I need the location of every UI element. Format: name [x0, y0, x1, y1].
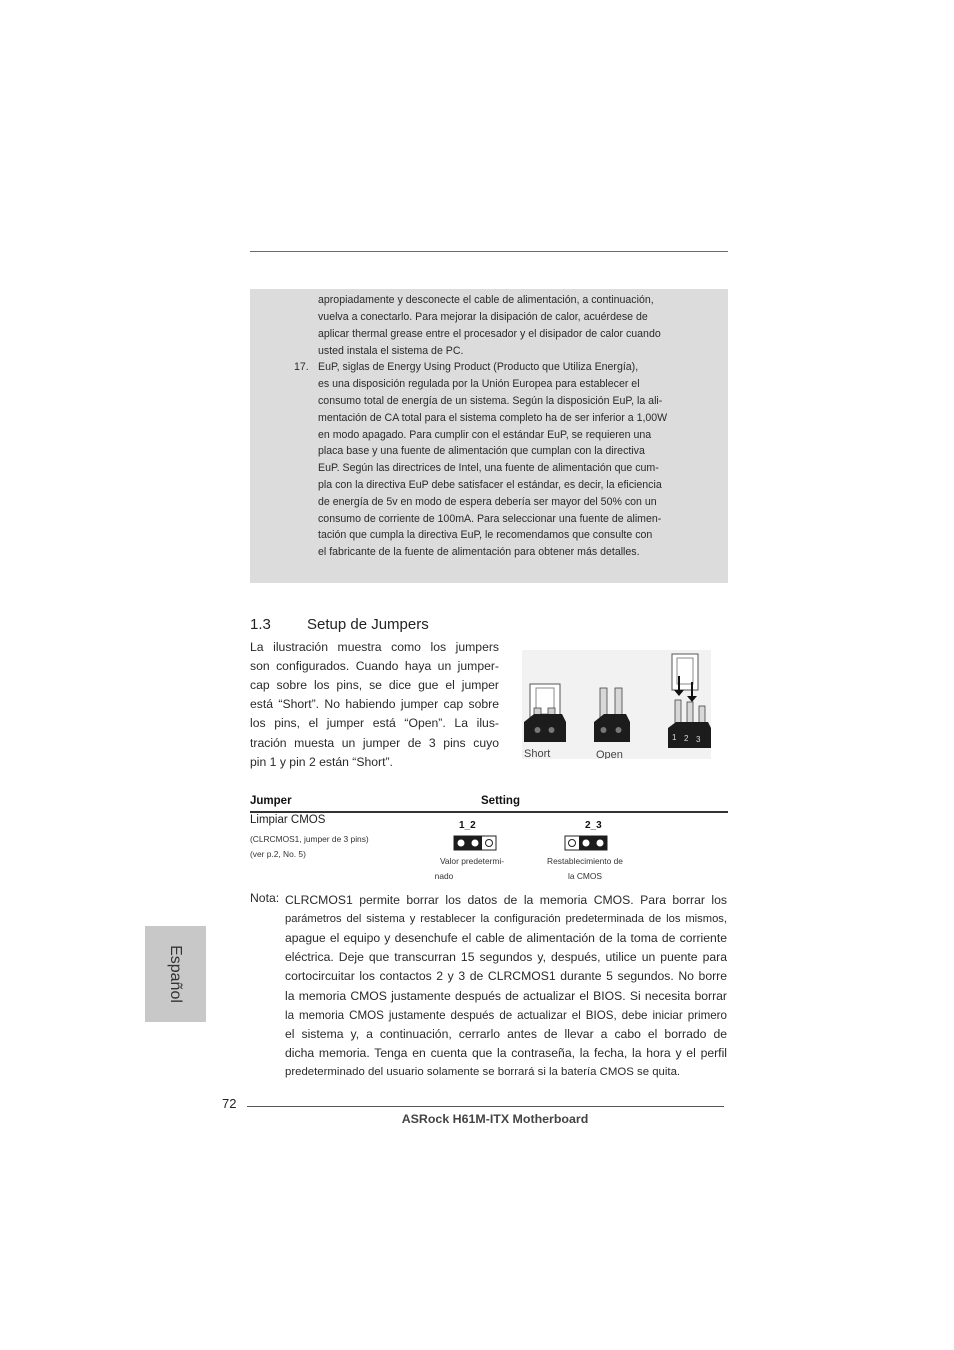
nota-line: eléctrica. Deje que transcurran 15 segundos y, después, utilice un puente para	[285, 950, 727, 964]
pin-3-label: 3	[696, 735, 701, 744]
note-line: mentación de CA total para el sistema completo ha de ser inferior a 1,00W	[318, 412, 668, 424]
setting-1-2-caption-cont: nado	[434, 871, 454, 881]
note-line: tación que cumpla la directiva EuP, le recomendamos que consulte con	[318, 529, 653, 541]
nota-label: Nota:	[250, 891, 280, 905]
body-line: los pins, el jumper está “Open”. La ilus-	[250, 716, 499, 730]
nota-line: cortocircuitar los contactos 2 y 3 de CLRCMOS1 durante 5 segundos. No borre	[285, 969, 727, 983]
language-side-tab	[145, 926, 206, 1022]
header-rule	[250, 251, 728, 252]
open-label: Open	[596, 749, 623, 759]
note-line: EuP, siglas de Energy Using Product (Producto que Utiliza Energía),	[318, 361, 639, 373]
nota-line: dicha memoria. Tenga en cuenta que la contraseña, la fecha, la hora y el perfil	[285, 1046, 727, 1060]
row-jumper-reference: (ver p.2, No. 5)	[250, 849, 306, 859]
body-line: La ilustración muestra como los jumpers	[250, 640, 499, 654]
setting-1-2-caption: Valor predetermi-	[439, 856, 505, 866]
note-line: vuelva a conectarlo. Para mejorar la disipación de calor, acuérdese de	[318, 311, 648, 323]
short-label: Short	[524, 748, 551, 759]
nota-line: parámetros del sistema y restablecer la configuración predeterminada de los mismos,	[285, 913, 727, 925]
note-line: usted instala el sistema de PC.	[318, 345, 464, 357]
column-header-setting: Setting	[481, 795, 520, 807]
setting-2-3-label: 2_3	[585, 820, 602, 831]
notes-box	[250, 289, 728, 583]
note-line: en modo apagado. Para cumplir con el estándar EuP, se requieren una	[318, 429, 652, 441]
nota-line: apague el equipo y desenchufe el cable de alimentación de la toma de corriente	[285, 931, 727, 945]
body-line: son configurados. Cuando haya un jumper-	[250, 659, 499, 673]
pin-1-label: 1	[672, 733, 677, 742]
short-jumper-figure	[524, 684, 566, 742]
jumper-illustration	[522, 650, 711, 759]
body-line: está “Short”. No habiendo jumper cap sobre	[250, 697, 499, 711]
note-line: apropiadamente y desconecte el cable de alimentación, a continuación,	[318, 294, 654, 306]
page-number: 72	[222, 1096, 237, 1111]
row-jumper-name: Limpiar CMOS	[250, 814, 326, 826]
jumper-2-3-diagram	[564, 835, 608, 851]
table-rule	[250, 811, 728, 813]
setting-2-3-caption: Restablecimiento de	[547, 856, 623, 866]
setting-2-3-caption-cont: la CMOS	[568, 871, 602, 881]
note-line: pla con la directiva EuP debe satisfacer el estándar, es decir, la eficiencia	[318, 479, 662, 491]
row-jumper-detail: (CLRCMOS1, jumper de 3 pins)	[250, 834, 369, 844]
footer-rule	[247, 1106, 724, 1107]
footer-product-name: ASRock H61M-ITX Motherboard	[401, 1112, 589, 1126]
pin-2-label: 2	[684, 734, 689, 743]
nota-line: CLRCMOS1 permite borrar los datos de la memoria CMOS. Para borrar los	[285, 893, 727, 907]
note-line: consumo de corriente de 100mA. Para seleccionar una fuente de alimen-	[318, 513, 662, 525]
nota-line: predeterminado del usuario solamente se borrará si la batería CMOS se quita.	[285, 1066, 681, 1078]
note-line: EuP. Según las directrices de Intel, una fuente de alimentación que cum-	[318, 462, 659, 474]
section-title: Setup de Jumpers	[307, 616, 429, 633]
note-number: 17.	[294, 361, 309, 373]
body-line: cap sobre los pins, se dice gue el jumper	[250, 678, 499, 692]
nota-line: la memoria CMOS justamente después de actualizar el BIOS. Si necesita borrar	[285, 989, 727, 1003]
note-line: consumo total de energía de un sistema. Según la disposición EuP, la ali-	[318, 395, 663, 407]
jumper-1-2-diagram	[453, 835, 497, 851]
note-line: es una disposición regulada por la Unión Europea para establecer el	[318, 378, 640, 390]
note-line: de energía de 5v en modo de espera debería ser mayor del 50% con un	[318, 496, 657, 508]
nota-line: la memoria CMOS justamente después de actualizar el BIOS, debe iniciar primero	[285, 1009, 727, 1022]
column-header-jumper: Jumper	[250, 795, 292, 807]
body-line: pin 1 y pin 2 están “Short”.	[250, 755, 393, 769]
note-line: placa base y una fuente de alimentación que cumplan con la directiva	[318, 445, 645, 457]
note-line: el fabricante de la fuente de alimentación para obtener más detalles.	[318, 546, 640, 558]
language-tab-label: Español	[167, 945, 184, 1003]
section-number: 1.3	[250, 616, 271, 633]
nota-line: el sistema y, a continuación, cerrarlo antes de llevar a cabo el borrado de	[285, 1027, 727, 1041]
body-line: tración muesta un jumper de 3 pins cuyo	[250, 736, 499, 750]
note-line: aplicar thermal grease entre el procesador y el disipador de calor cuando	[318, 328, 661, 340]
setting-1-2-label: 1_2	[459, 820, 476, 831]
